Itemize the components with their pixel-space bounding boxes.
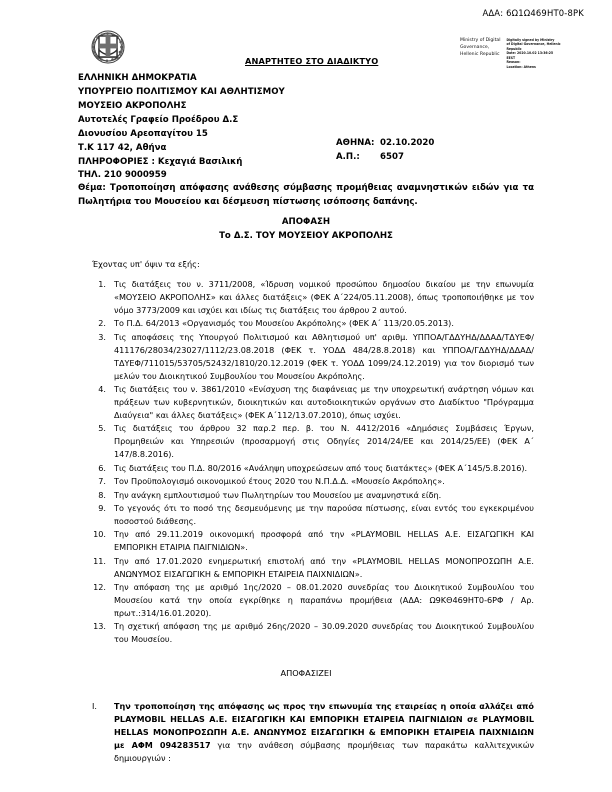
signature-detail-5: EEST	[506, 55, 516, 60]
final-clause-bold: Την τροποποίηση της απόφασης ως προς την επωνυμία της εταιρείας η οποία αλλάζει από PLAYMOBIL HELLAS A.E. ΕΙΣΑΓΩΓΙΚΗ ΚΑΙ ΕΜΠΟΡΙΚΗ ΕΤΑΙΡΕΙΑ ΠΑΙΓΝΙΔΙΩΝ σε PLAYMOBIL HELLAS ΜΟΝΟΠΡΟΣΩΠΗ Α.Ε. ΑΝΩΝΥΜΟΣ ΕΙΣΑΓΩΓΙΚΗ & ΕΜΠΟΡΙΚΗ ΕΤΑΙΡΕΙΑ ΠΑΙΧΝΙΔΙΩΝ με ΑΦΜ 094283517	[114, 701, 534, 751]
signature-authority-line3: Hellenic Republic	[460, 51, 500, 57]
signature-detail-6: Reason:	[506, 60, 521, 65]
citation-item	[92, 422, 534, 461]
citation-number: 6.	[98, 462, 106, 473]
citation-number: 4.	[98, 384, 106, 394]
signature-detail-4: Date: 2020.10.02 13:36:25	[506, 51, 554, 56]
decides-heading: ΑΠΟΦΑΣΙΖΕΙ	[280, 668, 332, 678]
protocol-value: 6507	[380, 151, 404, 162]
final-clause-text	[114, 700, 534, 766]
meta-row-city	[336, 137, 434, 151]
citation-item	[92, 528, 534, 554]
letterhead-line-3: Αυτοτελές Γραφείο Προέδρου Δ.Σ	[78, 114, 239, 125]
citation-number: 2.	[98, 318, 106, 329]
citation-text: Τις διατάξεις του ν. 3711/2008, «Ίδρυση νομικού προσώπου δημοσίου δικαίου με την επωνυμία «ΜΟΥΣΕΙΟ ΑΚΡΟΠΟΛΗΣ» και άλλες διατάξεις» (ΦΕΚ Α΄224/05.11.2008), όπως τροποποιήθηκε με τον νόμο 3773/2009 και ισχύει και ιδίως τις διατάξεις του άρθρου 2 αυτού.	[114, 279, 534, 315]
citation-number: 7.	[98, 476, 106, 487]
preamble-text: Έχοντας υπ' όψιν τα εξής:	[92, 259, 200, 269]
citation-text: Τον Προϋπολογισμό οικονομικού έτους 2020 του Ν.Π.Δ.Δ. «Μουσείο Ακρόπολης».	[114, 476, 445, 487]
signature-authority	[460, 38, 500, 59]
signature-detail-3: Republic	[506, 46, 522, 51]
citation-item	[92, 462, 534, 475]
final-clause-number: I.	[92, 701, 97, 711]
citation-item	[92, 383, 534, 422]
protocol-label: Α.Π.:	[336, 151, 360, 162]
city-label: ΑΘΗΝΑ:	[336, 138, 375, 148]
citation-number: 3.	[98, 331, 106, 342]
signature-authority-line2: Governance,	[460, 44, 490, 50]
decision-subtitle: Το Δ.Σ. ΤΟΥ ΜΟΥΣΕΙΟΥ ΑΚΡΟΠΟΛΗΣ	[219, 230, 393, 241]
letterhead-line-5: Τ.Κ 117 42, Αθήνα	[78, 142, 167, 153]
signature-detail-2: of Digital Governance, Hellenic	[506, 42, 561, 47]
citation-number: 5.	[98, 423, 106, 434]
final-clause-normal: για την ανάθεση σύμβασης προμήθειας των παρακάτω καλλιτεχνικών δημιουργιών :	[114, 740, 534, 764]
ada-code: ΑΔΑ: 6Ω1Ω469ΗΤ0-8ΡΚ	[482, 8, 584, 18]
citation-number: 10.	[93, 529, 106, 540]
citation-number: 9.	[98, 502, 106, 513]
signature-detail-1: Digitally signed by Ministry	[506, 38, 555, 42]
citation-text: Το γεγονός ότι το ποσό της δεσμευόμενης με την παρούσα πίστωσης, είναι εντός του εγκεκριμένου ποσοστού διάθεσης.	[114, 502, 534, 526]
publication-notice: ΑΝΑΡΤΗΤΕΟ ΣΤΟ ΔΙΑΔΙΚΤΥΟ	[245, 56, 379, 66]
signature-detail-7: Location: Athens	[506, 64, 536, 69]
citation-text: Την ανάγκη εμπλουτισμού των Πωλητηρίων του Μουσείου με αναμνηστικά είδη.	[114, 489, 442, 500]
citation-number: 11.	[93, 555, 106, 566]
citation-list	[92, 278, 534, 647]
citation-item	[92, 317, 534, 330]
citation-number: 12.	[93, 582, 106, 593]
letterhead-line-1: ΥΠΟΥΡΓΕΙΟ ΠΟΛΙΤΙΣΜΟΥ ΚΑΙ ΑΘΛΗΤΙΣΜΟΥ	[78, 86, 285, 97]
citation-item	[92, 278, 534, 317]
decision-title: ΑΠΟΦΑΣΗ	[281, 217, 331, 227]
citation-text: Τις διατάξεις του ν. 3861/2010 «Ενίσχυση της διαφάνειας με την υποχρεωτική ανάρτηση νόμων και πράξεων των κυβερνητικών, διοικητικών και αυτοδιοικητικών οργάνων στο Διαδίκτυο "Πρόγραμμα Διαύγεια" και άλλες διατάξεις» (ΦΕΚ Α΄112/13.07.2010), όπως ισχύει.	[114, 384, 534, 420]
signature-authority-line1: Ministry of Digital	[460, 38, 501, 43]
citation-text: Τις αποφάσεις της Υπουργού Πολιτισμού και Αθλητισμού υπ' αριθμ. ΥΠΠΟΑ/ΓΔΔΥΗΔ/ΔΔΑΔ/ΤΔΥΕΦ/ 411176/28034/23027/1112/23.08.2018 (ΦΕΚ τ. ΥΟΔΔ 484/28.8.2018) και ΥΠΠΟΑ/ΓΔΔΥΗΔ/ΔΔΑΔ/ ΤΔΥΕΦ/711015/53705/52432/1810/20.12.2019 (ΦΕΚ τ. ΥΟΔΔ 1099/24.12.2019) για τον διορισμό των μελών του Διοικητικού Συμβουλίου του Μουσείου Ακρόπολης.	[114, 331, 534, 381]
letterhead	[78, 72, 285, 183]
decision-title-block	[78, 216, 534, 244]
document-meta	[336, 137, 434, 165]
citation-number: 13.	[93, 621, 106, 632]
citation-text: Τις διατάξεις του άρθρου 32 παρ.2 περ. β. του Ν. 4412/2016 «Δημόσιες Συμβάσεις Έργων, Προμηθειών και Υπηρεσιών (προσαρμογή στις Οδηγίες 2014/24/ΕΕ και 2014/25/ΕΕ) (ΦΕΚ Α΄ 147/8.8.2016).	[114, 423, 534, 460]
citation-text: Την από 17.01.2020 ενημερωτική επιστολή από την «PLAYMOBIL HELLAS ΜΟΝΟΠΡΟΣΩΠΗ Α.Ε. ΑΝΩΝΥΜΟΣ ΕΙΣΑΓΩΓΙΚΗ & ΕΜΠΟΡΙΚΗ ΕΤΑΙΡΕΙΑ ΠΑΙΧΝΙΔΙΩΝ».	[114, 555, 534, 579]
city-value: 02.10.2020	[380, 138, 435, 148]
letterhead-line-0: ΕΛΛΗΝΙΚΗ ΔΗΜΟΚΡΑΤΙΑ	[78, 73, 197, 83]
citation-item	[92, 620, 534, 646]
meta-row-protocol	[336, 151, 434, 165]
citation-text: Τη σχετική απόφαση της με αριθμό 26ης/2020 – 30.09.2020 συνεδρίας του Διοικητικού Συμβουλίου του Μουσείου.	[114, 621, 534, 645]
letterhead-line-6: ΠΛΗΡΟΦΟΡΙΕΣ : Κεχαγιά Βασιλική	[78, 156, 243, 167]
letterhead-line-2: ΜΟΥΣΕΙΟ ΑΚΡΟΠΟΛΗΣ	[78, 100, 187, 111]
citation-item	[92, 581, 534, 620]
greek-coat-of-arms-emblem	[86, 26, 130, 70]
citation-item	[92, 489, 534, 502]
citation-item	[92, 331, 534, 383]
citation-item	[92, 502, 534, 528]
digital-signature-stamp	[460, 38, 608, 69]
subject-line: Θέμα: Τροποποίηση απόφασης ανάθεσης σύμβασης προμήθειας αναμνηστικών ειδών για τα Πωλητήρια του Μουσείου και δέσμευση πίστωσης ισόποσης δαπάνης.	[78, 183, 534, 207]
citation-text: Την από 29.11.2019 οικονομική προσφορά από την «PLAYMOBIL HELLAS A.E. ΕΙΣΑΓΩΓΙΚΗ ΚΑΙ ΕΜΠΟΡΙΚΗ ΕΤΑΙΡΙΑ ΠΑΙΓΝΙΔΙΩΝ».	[114, 529, 534, 553]
signature-details	[506, 38, 560, 69]
citation-item	[92, 555, 534, 581]
citation-number: 1.	[98, 279, 106, 289]
letterhead-line-7: ΤΗΛ. 210 9000959	[78, 170, 167, 181]
final-clause	[92, 700, 534, 766]
citation-item	[92, 475, 534, 488]
citation-text: Το Π.Δ. 64/2013 «Οργανισμός του Μουσείου Ακρόπολης» (ΦΕΚ Α΄ 113/20.05.2013).	[114, 318, 454, 329]
citation-text: Την απόφαση της με αριθμό 1ης/2020 – 08.01.2020 συνεδρίας του Διοικητικού Συμβουλίου του Μουσείου κατά την οποία εγκρίθηκε η παραπάνω προμήθεια (ΑΔΑ: Ω9ΚΘ469ΗΤ0-6ΡΦ / Αρ. πρωτ.:314/16.01.2020).	[114, 582, 534, 618]
citation-text: Τις διατάξεις του Π.Δ. 80/2016 «Ανάληψη υποχρεώσεων από τους διατάκτες» (ΦΕΚ Α΄145/5.8.2016).	[114, 462, 528, 473]
letterhead-line-4: Διονυσίου Αρεοπαγίτου 15	[78, 128, 208, 139]
citation-number: 8.	[98, 489, 106, 500]
